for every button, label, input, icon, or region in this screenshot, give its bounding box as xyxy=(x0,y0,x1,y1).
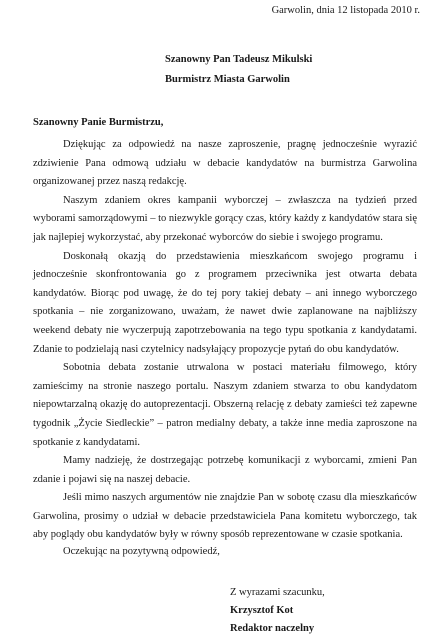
paragraph-2: Naszym zdaniem okres kampanii wyborczej – zwłaszcza na tydzień przed wyborami samorządowymi – to niezwykle gorący czas, który każdy z kandydatów stara się jak najlepiej wykorzystać, aby przekonać wyborców do siebie i swojego programu. xyxy=(33,194,417,243)
salutation: Szanowny Panie Burmistrzu, xyxy=(33,117,164,128)
recipient-name: Szanowny Pan Tadeusz Mikulski xyxy=(165,54,313,65)
paragraph-3: Doskonałą okazją do przedstawienia mieszkańcom swojego programu i jednocześnie skonfrontowania go z programem przeciwnika jest otwarta debata kandydatów. Biorąc pod uwagę, że do tej pory takiej debaty – ani innego wyborczego spotkania – nie zorganizowano, uważam, że nawet dwie zaplanowane na najbliższy weekend debaty nie wyczerpują zapotrzebowania na tego typu spotkania z kandydatami. Zdanie to podzielają nasi czytelnicy nadsyłający propozycje pytań do obu kandydatów. xyxy=(33,250,417,355)
signature-name: Krzysztof Kot xyxy=(230,605,294,616)
recipient-title: Burmistrz Miasta Garwolin xyxy=(165,74,290,85)
date-line: Garwolin, dnia 12 listopada 2010 r. xyxy=(271,5,420,16)
signature-regards: Z wyrazami szacunku, xyxy=(230,587,325,598)
letter-body xyxy=(33,136,417,545)
signature-role: Redaktor naczelny xyxy=(230,623,315,634)
paragraph-6: Jeśli mimo naszych argumentów nie znajdzie Pan w sobotę czasu dla mieszkańców Garwolina, prosimy o udział w debacie przedstawiciela Pana komitetu wyborczego, tak aby poglądy obu kandydatów były w równy sposób reprezentowane w czasie spotkania. xyxy=(33,492,417,541)
paragraph-1: Dziękując za odpowiedź na nasze zaproszenie, pragnę jednocześnie wyrazić zdziwienie Pana odmową udziału w debacie kandydatów na burmistrza Garwolina organizowanej przez naszą redakcję. xyxy=(33,139,417,188)
paragraph-4: Sobotnia debata zostanie utrwalona w postaci materiału filmowego, który zamieścimy na stronie naszego portalu. Naszym zdaniem stwarza to obu kandydatom niepowtarzalną okazję do autoprezentacji. Obszerną relację z debaty zamieści też zapewne tygodnik „Życie Siedleckie” – patron medialny debaty, a także inne media zaproszone na spotkanie z kandydatami. xyxy=(33,362,417,448)
signature-block xyxy=(230,584,325,638)
paragraph-5: Mamy nadzieję, że dostrzegając potrzebę komunikacji z wyborcami, zmieni Pan zdanie i pojawi się na naszej debacie. xyxy=(33,455,417,485)
closing-line: Oczekując na pozytywną odpowiedź, xyxy=(63,546,220,557)
recipient-block xyxy=(165,50,312,90)
